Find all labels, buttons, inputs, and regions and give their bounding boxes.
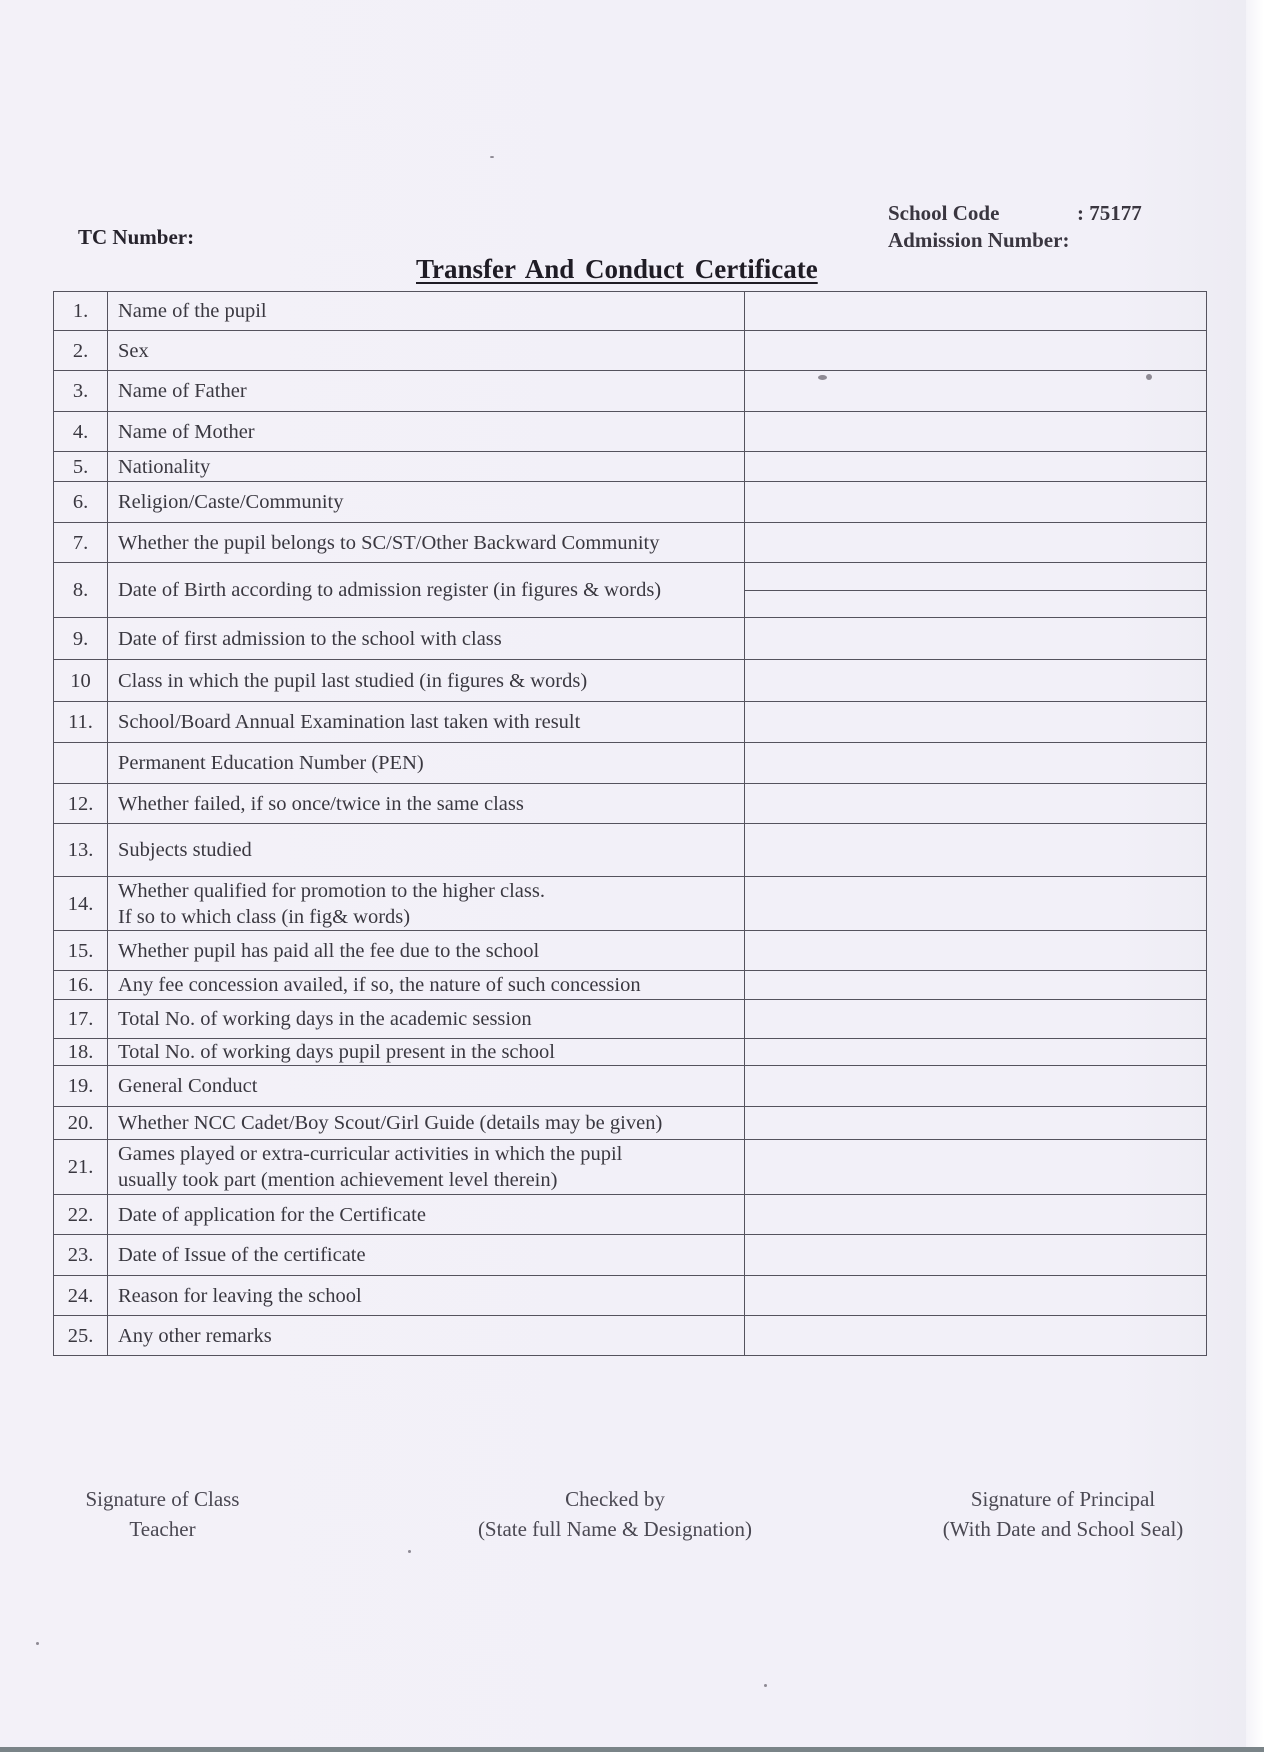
checked-by-signature <box>450 1484 780 1544</box>
checked-by-line1: Checked by <box>565 1487 665 1511</box>
scan-speck <box>36 1642 39 1645</box>
row-number: 22. <box>54 1195 108 1235</box>
row-label: Reason for leaving the school <box>108 1276 745 1316</box>
row-label: Name of the pupil <box>108 292 745 331</box>
row-number: 21. <box>54 1140 108 1195</box>
row-number: 2. <box>54 331 108 371</box>
checked-by-line2: (State full Name & Designation) <box>477 1517 753 1541</box>
row-value-cell <box>745 618 1207 660</box>
row-label: Class in which the pupil last studied (in figures & words) <box>108 660 745 702</box>
row-number: 10 <box>54 660 108 702</box>
table-row <box>54 1066 1207 1107</box>
row-value-cell <box>745 824 1207 877</box>
row-value-cell <box>745 452 1207 482</box>
table-row <box>54 660 1207 702</box>
table-row <box>54 1195 1207 1235</box>
table-row <box>54 971 1207 1000</box>
row-label: Any other remarks <box>108 1316 745 1356</box>
row-number: 4. <box>54 412 108 452</box>
table-row <box>54 482 1207 523</box>
row-label: Any fee concession availed, if so, the nature of such concession <box>108 971 745 1000</box>
row-label: Whether failed, if so once/twice in the same class <box>108 784 745 824</box>
row-number: 20. <box>54 1107 108 1140</box>
tc-number-label: TC Number: <box>78 225 195 249</box>
row-number: 15. <box>54 931 108 971</box>
table-row <box>54 1107 1207 1140</box>
row-value-cell <box>745 523 1207 563</box>
scan-speck <box>818 375 827 380</box>
row-value-cell <box>745 1235 1207 1276</box>
row-number: 11. <box>54 702 108 743</box>
row-value-split-bottom <box>745 591 1206 617</box>
row-value-cell <box>745 702 1207 743</box>
row-value-cell <box>745 563 1207 618</box>
scan-speck <box>490 156 494 158</box>
row-value-cell <box>745 1195 1207 1235</box>
table-row <box>54 331 1207 371</box>
principal-signature <box>928 1484 1198 1544</box>
row-value-cell <box>745 1039 1207 1066</box>
row-label: Name of Father <box>108 371 745 412</box>
row-number: 6. <box>54 482 108 523</box>
principal-signature-line1: Signature of Principal <box>970 1487 1156 1511</box>
row-number: 1. <box>54 292 108 331</box>
row-label: Date of first admission to the school with class <box>108 618 745 660</box>
row-label: Whether pupil has paid all the fee due to the school <box>108 931 745 971</box>
row-value-cell <box>745 1140 1207 1195</box>
row-label-line1: Games played or extra-curricular activities in which the pupil <box>118 1143 623 1165</box>
row-number: 12. <box>54 784 108 824</box>
row-value-cell <box>745 784 1207 824</box>
table-row <box>54 371 1207 412</box>
row-number <box>54 743 108 784</box>
row-value-cell <box>745 971 1207 1000</box>
row-label: Whether the pupil belongs to SC/ST/Other Backward Community <box>108 523 745 563</box>
row-label <box>108 877 745 931</box>
row-number: 14. <box>54 877 108 931</box>
row-label: General Conduct <box>108 1066 745 1107</box>
row-label: Date of application for the Certificate <box>108 1195 745 1235</box>
row-label: Sex <box>108 331 745 371</box>
table-row <box>54 1316 1207 1356</box>
table-row <box>54 824 1207 877</box>
row-label: Total No. of working days pupil present in the school <box>108 1039 745 1066</box>
row-number: 3. <box>54 371 108 412</box>
row-value-cell <box>745 743 1207 784</box>
table-row <box>54 1039 1207 1066</box>
class-teacher-signature <box>70 1484 255 1544</box>
table-row <box>54 523 1207 563</box>
class-teacher-signature-line2: Teacher <box>129 1517 196 1541</box>
row-label: Subjects studied <box>108 824 745 877</box>
table-row <box>54 931 1207 971</box>
table-row <box>54 784 1207 824</box>
school-code-value: : 75177 <box>1077 201 1142 225</box>
row-number: 24. <box>54 1276 108 1316</box>
row-value-cell <box>745 1000 1207 1039</box>
row-number: 5. <box>54 452 108 482</box>
row-label: Date of Birth according to admission register (in figures & words) <box>108 563 745 618</box>
row-value-cell <box>745 1316 1207 1356</box>
row-value-split-top <box>745 563 1206 591</box>
certificate-header <box>0 0 1264 300</box>
table-row <box>54 877 1207 931</box>
table-row <box>54 452 1207 482</box>
scan-speck <box>1146 374 1152 380</box>
table-row <box>54 618 1207 660</box>
row-label-line1: Whether qualified for promotion to the higher class. <box>118 879 545 902</box>
certificate-table <box>53 291 1207 1356</box>
row-number: 7. <box>54 523 108 563</box>
scan-speck <box>408 1550 411 1553</box>
row-label: Permanent Education Number (PEN) <box>108 743 745 784</box>
row-label <box>108 1140 745 1195</box>
row-number: 8. <box>54 563 108 618</box>
row-value-cell <box>745 412 1207 452</box>
row-label: Nationality <box>108 452 745 482</box>
row-number: 18. <box>54 1039 108 1066</box>
row-value-cell <box>745 877 1207 931</box>
row-number: 9. <box>54 618 108 660</box>
row-label: Religion/Caste/Community <box>108 482 745 523</box>
school-code-label: School Code <box>888 201 1000 225</box>
row-label: Whether NCC Cadet/Boy Scout/Girl Guide (details may be given) <box>108 1107 745 1140</box>
table-row <box>54 563 1207 618</box>
page-bottom-edge <box>0 1747 1264 1752</box>
row-value-cell <box>745 331 1207 371</box>
row-label: Name of Mother <box>108 412 745 452</box>
row-value-cell <box>745 1066 1207 1107</box>
row-label: School/Board Annual Examination last taken with result <box>108 702 745 743</box>
table-row <box>54 702 1207 743</box>
table-row <box>54 1235 1207 1276</box>
table-row <box>54 1276 1207 1316</box>
row-value-cell <box>745 292 1207 331</box>
principal-signature-line2: (With Date and School Seal) <box>942 1517 1184 1541</box>
row-value-cell <box>745 931 1207 971</box>
row-number: 25. <box>54 1316 108 1356</box>
table-row <box>54 743 1207 784</box>
row-label-line2: usually took part (mention achievement level therein) <box>118 1169 558 1191</box>
row-value-cell <box>745 371 1207 412</box>
table-row <box>54 1000 1207 1039</box>
row-value-cell <box>745 1276 1207 1316</box>
scan-speck <box>764 1684 767 1687</box>
certificate-title: Transfer And Conduct Certificate <box>416 254 818 284</box>
row-number: 17. <box>54 1000 108 1039</box>
row-value-cell <box>745 660 1207 702</box>
table-row <box>54 292 1207 331</box>
row-number: 19. <box>54 1066 108 1107</box>
admission-number-label: Admission Number: <box>888 228 1070 252</box>
table-row <box>54 1140 1207 1195</box>
row-value-cell <box>745 482 1207 523</box>
row-label: Date of Issue of the certificate <box>108 1235 745 1276</box>
row-label-line2: If so to which class (in fig& words) <box>118 905 411 928</box>
row-number: 23. <box>54 1235 108 1276</box>
class-teacher-signature-line1: Signature of Class <box>85 1487 240 1511</box>
row-label: Total No. of working days in the academic session <box>108 1000 745 1039</box>
row-value-cell <box>745 1107 1207 1140</box>
row-number: 13. <box>54 824 108 877</box>
table-row <box>54 412 1207 452</box>
row-number: 16. <box>54 971 108 1000</box>
